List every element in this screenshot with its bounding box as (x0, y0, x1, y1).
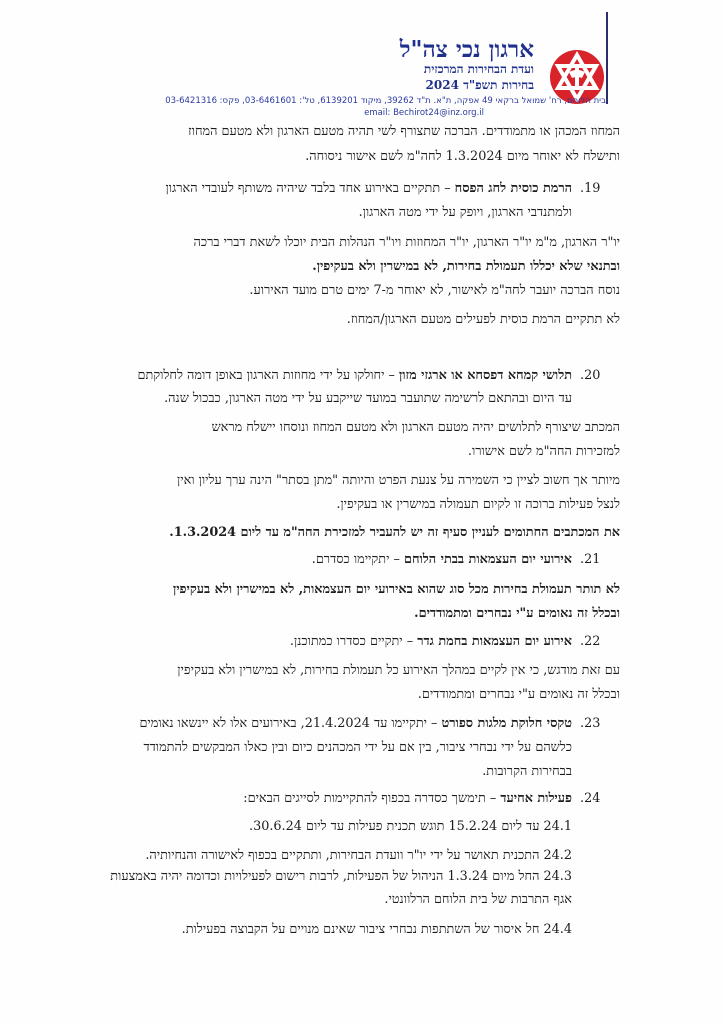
section-24-number: .24 (580, 791, 601, 806)
section-19-para-2-line-2: ובתנאי שלא יכללו תעמולת בחירות, לא במישרין ולא בעקיפין. (312, 259, 620, 274)
section-23-title: טקסי חלוקת מלגות ספורט (441, 716, 572, 731)
section-24-title: פעילות אחיעד (500, 791, 572, 806)
committee-name: ועדת הבחירות המרכזית (423, 62, 534, 76)
section-21-bold-line-1: לא תותר תעמולת בחירות מכל סוג שהוא באירועי יום העצמאות, לא במישרין ולא בעקיפין (172, 582, 620, 597)
section-20-para-2-line-1: המכתב שיצורף לתלושים יהיה מטעם הארגון ולא מטעם המחוז ונוסחו יישלח מראש (211, 420, 620, 435)
section-24-item-1: 24.1 עד ליום 15.2.24 תוגש תכנית פעילות עד ליום 30.6.24. (248, 819, 572, 834)
section-21-bold-line-2: ובכלל זה נאומים ע"י נבחרים ומתמודדים. (414, 606, 620, 621)
section-23-number: .23 (580, 716, 601, 731)
section-21-number: .21 (580, 552, 601, 567)
header-divider (606, 12, 608, 104)
section-19-line-2: ולמתנדבי הארגון, ויופק על ידי מטה הארגון. (358, 205, 572, 220)
section-19-line-1 (166, 181, 573, 196)
section-21-text: – יתקיימו כסדרם. (311, 552, 404, 567)
section-24-item-3-line-1: 24.3 החל מיום 1.3.24 הניהול של הפעילות, לרבות רישום לפעילויות וכדומה יהיה באמצעות (110, 869, 572, 884)
section-23-line-2: כלשהם על ידי נבחרי ציבור, בין אם על ידי המכהנים כיום ובין כאלו המבקשים להתמודד (143, 740, 572, 755)
section-19-para-2-line-1: יו"ר הארגון, מ"מ יו"ר הארגון, יו"ר המחוזות ויו"ר הנהלות הבית יוכלו לשאת דברי ברכה (193, 235, 620, 250)
section-24-item-3-line-2: אגף התרבות של בית הלוחם הרלוונטי. (384, 892, 572, 907)
section-24-item-2: 24.2 התכנית תאושר על ידי יו"ר וועדת הבחירות, ותתקיים בכפוף לאישורה והנחיותיה. (145, 848, 572, 863)
section-20-number: .20 (580, 368, 601, 383)
intro-line-2: ותישלח לא יאוחר מיום 1.3.2024 לחה"מ לשם אישור ניסוחה. (305, 149, 620, 164)
intro-line-1: המחוז המכהן או מתמודדים. הברכה שתצורף לשי תהיה מטעם הארגון ולא מטעם המחוז (188, 124, 620, 139)
org-name: ארגון נכי צה"ל (399, 36, 534, 63)
section-20-para-2-line-2: למזכירות החה"מ לשם אישורו. (467, 444, 620, 459)
section-24-line-1 (243, 791, 572, 806)
section-19-title: הרמת כוסית לחג הפסח (454, 181, 572, 196)
section-22-title: אירוע יום העצמאות בחמת גדר (417, 634, 572, 649)
email-line: email: Bechirot24@inz.org.il (364, 108, 484, 118)
section-23-text: – יתקיימו עד 21.4.2024, באירועים אלו לא יינשאו נאומים (139, 716, 442, 731)
section-20-text: – יחולקו על ידי מחוזות הארגון באופן דומה לחלוקתם (137, 368, 399, 383)
section-20-line-2: עד היום ובהתאם לרשימה שתועבר במועד שייקבע על ידי מטה הארגון, כבכול שנה. (164, 391, 572, 406)
section-21-line-1 (312, 552, 572, 567)
section-19-para-3: נוסח הברכה יועבר לחה"מ לאישור, לא יאוחר מ-7 ימים טרם מועד האירוע. (249, 283, 620, 298)
section-20-para-3-line-2: לנצל פעילות ברוכה זו לקיום תעמולה במישרין או בעקיפין. (336, 497, 620, 512)
section-22-para-2-line-1: עם זאת מודגש, כי אין לקיים במהלך האירוע כל תעמולת בחירות, לא במישרין ולא בעקיפין (177, 663, 620, 678)
section-21-title: אירועי יום העצמאות בבתי הלוחם (403, 552, 572, 567)
section-23-line-1 (139, 716, 572, 731)
section-20-title: תלושי קמחא דפסחא או ארגזי מזון (399, 368, 572, 383)
section-22-number: .22 (580, 634, 601, 649)
section-19-text: – תתקיים באירוע אחד בלבד שיהיה משותף לעובדי הארגון (165, 181, 455, 196)
section-20-para-3-line-1: מיותר אך חשוב לציין כי השמירה על צנעת הפרט והיותה "מתן בסתר" הינה ערך עליון ואין (177, 473, 620, 488)
section-24-item-4: 24.4 חל איסור של השתתפות נבחרי ציבור שאינם מנויים על הקבוצה בפעילות. (181, 922, 572, 937)
elections-title: בחירות תשפ"ד 2024 (425, 78, 534, 92)
section-22-line-1 (290, 634, 572, 649)
section-22-para-2-line-2: ובכלל זה נאומים ע"י נבחרים ומתמודדים. (417, 687, 620, 702)
section-20-line-1 (138, 368, 573, 383)
section-24-text: – תימשך כסדרה בכפוף להתקיימות לסייגים הבאים: (243, 791, 501, 806)
section-19-para-4: לא תתקיים הרמת כוסית לפעילים מטעם הארגון/המחוז. (346, 312, 620, 327)
contact-line: בית הלוחם, רח' שמואל ברקאי 49 אפקה, ת"א. ת"ד 39262, מיקוד 6139201, טל': 03-6461601, פקס: 03-6421316 (165, 96, 606, 106)
section-22-text: – יתקיים כסדרו כמתוכנן. (289, 634, 418, 649)
section-23-line-3: בבחירות הקרובות. (482, 764, 572, 779)
section-20-note: את המכתבים החתומים לעניין סעיף זה יש להעביר למזכירת החה"מ עד ליום 1.3.2024. (169, 525, 620, 540)
section-19-number: .19 (580, 181, 601, 196)
